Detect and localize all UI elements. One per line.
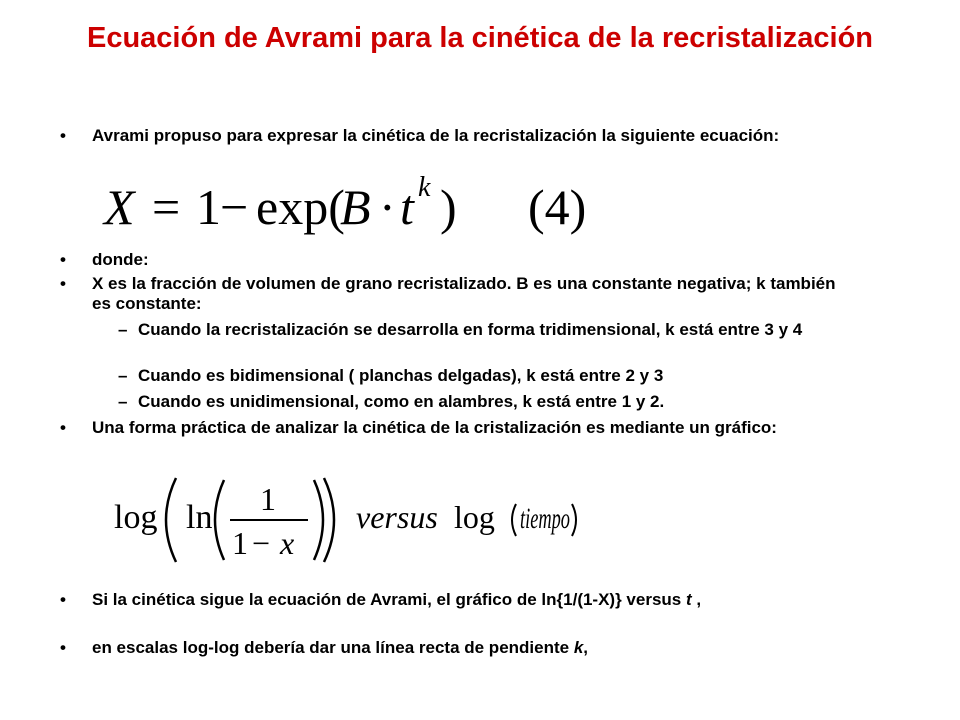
eq2-den-minus: −	[252, 525, 271, 561]
bullet5-text-before: Si la cinética sigue la ecuación de Avrami, el gráfico de ln{1/(1-X)} versus	[92, 590, 686, 609]
eq2-tiempo: tiempo	[520, 502, 570, 535]
bullet-text-intro: Avrami propuso para expresar la cinética de la recristalización la siguiente ecuación:	[92, 126, 780, 145]
bullet6-text-before: en escalas log-log debería dar una línea recta de pendiente	[92, 638, 574, 657]
eq2-outer-right-paren	[324, 478, 334, 562]
eq2-numerator: 1	[260, 481, 276, 517]
eq2-den-x: x	[280, 525, 295, 561]
sub-bullet-dash: –	[118, 392, 128, 411]
eq-number: (4)	[528, 179, 587, 235]
eq2-den-one: 1	[232, 525, 248, 561]
eq-lhs-x: X	[104, 179, 135, 235]
eq-exp: exp(	[256, 179, 345, 235]
eq-one: 1	[196, 179, 221, 235]
bullet-marker: •	[60, 250, 66, 269]
bullet-marker: •	[60, 590, 66, 609]
log-ln-plot-expression	[110, 470, 580, 570]
sub-bullet-dash: –	[118, 320, 128, 339]
eq-equals: =	[152, 179, 181, 235]
eq2-ln: ln	[186, 499, 213, 536]
eq2-log: log	[114, 499, 158, 536]
bullet5-text-after: ,	[691, 590, 702, 609]
avrami-equation	[100, 172, 620, 240]
eq2-inner-right-paren	[314, 480, 323, 560]
eq-t: t	[400, 179, 414, 235]
bullet-text-avrami-plot	[92, 590, 862, 610]
bullet6-text-after: ,	[583, 638, 589, 657]
sub-bullet-dash: –	[118, 366, 128, 385]
sub-bullet-3d: Cuando la recristalización se desarrolla en forma tridimensional, k está entre 3 y 4	[138, 320, 803, 339]
sub-bullet-1d: Cuando es unidimensional, como en alambres, k está entre 1 y 2.	[138, 392, 665, 411]
slide-title: Ecuación de Avrami para la cinética de la recristalización	[86, 22, 874, 54]
eq-dot: ·	[379, 179, 396, 235]
bullet-marker: •	[60, 126, 66, 145]
eq2-versus: versus	[356, 499, 438, 535]
bullet-text-donde: donde:	[92, 250, 149, 269]
eq2-paren-open	[512, 504, 516, 536]
eq-close-paren: )	[440, 179, 457, 235]
eq2-inner-left-paren	[215, 480, 224, 560]
bullet6-italic-k: k	[573, 638, 584, 657]
eq-minus: −	[220, 179, 249, 235]
eq-b: B	[340, 179, 371, 235]
bullet-text-loglog	[92, 638, 852, 658]
bullet-text-graph-method: Una forma práctica de analizar la cinética de la cristalización es mediante un gráfico:	[92, 418, 777, 437]
bullet-marker: •	[60, 638, 66, 657]
eq2-log2: log	[454, 499, 495, 535]
bullet-marker: •	[60, 274, 66, 293]
sub-bullet-2d: Cuando es bidimensional ( planchas delgadas), k está entre 2 y 3	[138, 366, 664, 385]
bullet-marker: •	[60, 418, 66, 437]
bullet-text-definitions: X es la fracción de volumen de grano recristalizado. B es una constante negativa; k también es constante:	[92, 274, 836, 313]
eq-k-exponent: k	[418, 172, 431, 203]
eq2-outer-left-paren	[166, 478, 176, 562]
bullet5-italic-t: t	[685, 590, 692, 609]
eq2-paren-close	[572, 504, 576, 536]
